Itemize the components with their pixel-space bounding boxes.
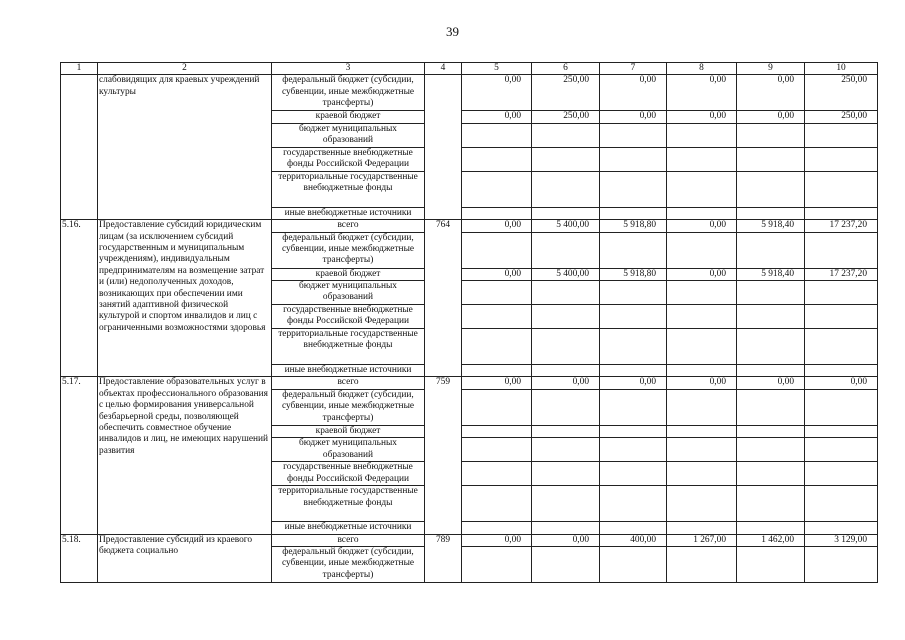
value-cell: 17 237,20 [805, 268, 878, 280]
value-cell: 5 918,40 [737, 220, 805, 232]
item-number: 5.18. [61, 534, 98, 582]
value-cell: 250,00 [805, 75, 878, 111]
value-cell [667, 547, 737, 583]
value-cell: 0,00 [737, 75, 805, 111]
item-description: Предоставление субсидий юридическим лицам (за исключением субсидий государственным и муниципальным учреждениям), индивидуальным предпринимателям на возмещение затрат и (или) недополученных доходов, возникающих при обеспечении ими занятий адаптивной физической культурой и спортом инвалидов и лиц с ограниченными возможностями здоровья [98, 220, 272, 377]
value-cell [737, 486, 805, 522]
value-cell: 250,00 [805, 111, 878, 123]
funding-source: всего [272, 220, 425, 232]
value-cell [532, 207, 600, 219]
value-cell [600, 462, 667, 486]
table-row [61, 75, 878, 111]
value-cell [667, 389, 737, 425]
funding-source: иные внебюджетные источники [272, 365, 425, 377]
funding-source: территориальные государственные внебюджетные фонды [272, 486, 425, 522]
value-cell [805, 171, 878, 207]
value-cell [667, 425, 737, 437]
value-cell [462, 281, 532, 305]
value-cell [667, 281, 737, 305]
column-header: 3 [272, 63, 425, 75]
value-cell: 0,00 [737, 111, 805, 123]
value-cell: 5 918,80 [600, 220, 667, 232]
value-cell [462, 171, 532, 207]
value-cell [532, 329, 600, 365]
value-cell [600, 486, 667, 522]
value-cell [667, 232, 737, 268]
funding-source: федеральный бюджет (субсидии, субвенции, иные межбюджетные трансферты) [272, 389, 425, 425]
value-cell [532, 547, 600, 583]
value-cell: 3 129,00 [805, 534, 878, 546]
value-cell [737, 389, 805, 425]
value-cell [462, 438, 532, 462]
value-cell: 0,00 [462, 220, 532, 232]
value-cell: 0,00 [667, 377, 737, 389]
value-cell [532, 123, 600, 147]
value-cell: 0,00 [532, 377, 600, 389]
value-cell: 0,00 [805, 377, 878, 389]
value-cell [805, 207, 878, 219]
value-cell [805, 147, 878, 171]
value-cell [805, 123, 878, 147]
item-number [61, 75, 98, 220]
funding-source: всего [272, 534, 425, 546]
value-cell [805, 486, 878, 522]
value-cell [600, 232, 667, 268]
value-cell [462, 305, 532, 329]
funding-source: краевой бюджет [272, 268, 425, 280]
value-cell [737, 147, 805, 171]
value-cell [532, 438, 600, 462]
column-header: 4 [425, 63, 462, 75]
funding-source: федеральный бюджет (субсидии, субвенции, иные межбюджетные трансферты) [272, 75, 425, 111]
value-cell [805, 522, 878, 534]
funding-source: всего [272, 377, 425, 389]
item-description: Предоставление образовательных услуг в объектах профессионального образования с целью формирования универсальной безбарьерной среды, позволяющей обеспечить совместное обучение инвалидов и лиц, не имеющих нарушений развития [98, 377, 272, 534]
value-cell: 0,00 [600, 75, 667, 111]
item-code [425, 75, 462, 220]
value-cell: 0,00 [737, 377, 805, 389]
funding-source: государственные внебюджетные фонды Российской Федерации [272, 462, 425, 486]
value-cell [737, 547, 805, 583]
column-header: 9 [737, 63, 805, 75]
value-cell: 5 918,40 [737, 268, 805, 280]
value-cell [667, 171, 737, 207]
value-cell: 0,00 [462, 75, 532, 111]
value-cell [532, 389, 600, 425]
value-cell [805, 438, 878, 462]
value-cell [462, 389, 532, 425]
column-header: 5 [462, 63, 532, 75]
value-cell: 0,00 [667, 75, 737, 111]
value-cell: 5 400,00 [532, 268, 600, 280]
value-cell [462, 232, 532, 268]
value-cell [737, 438, 805, 462]
column-header: 7 [600, 63, 667, 75]
value-cell [805, 389, 878, 425]
funding-source: бюджет муниципальных образований [272, 438, 425, 462]
value-cell [532, 486, 600, 522]
value-cell [667, 462, 737, 486]
value-cell [600, 123, 667, 147]
value-cell [600, 365, 667, 377]
value-cell: 0,00 [600, 377, 667, 389]
value-cell [805, 462, 878, 486]
funding-source: краевой бюджет [272, 425, 425, 437]
item-code: 764 [425, 220, 462, 377]
funding-source: федеральный бюджет (субсидии, субвенции, иные межбюджетные трансферты) [272, 232, 425, 268]
column-header: 2 [98, 63, 272, 75]
value-cell [532, 462, 600, 486]
value-cell: 0,00 [667, 220, 737, 232]
value-cell [737, 281, 805, 305]
funding-source: иные внебюджетные источники [272, 522, 425, 534]
table-row [61, 377, 878, 389]
value-cell [532, 232, 600, 268]
funding-source: краевой бюджет [272, 111, 425, 123]
value-cell [532, 365, 600, 377]
value-cell: 250,00 [532, 111, 600, 123]
budget-table [60, 62, 878, 583]
value-cell [462, 425, 532, 437]
header-row [61, 63, 878, 75]
value-cell: 0,00 [532, 534, 600, 546]
value-cell [600, 425, 667, 437]
value-cell [737, 207, 805, 219]
value-cell [737, 425, 805, 437]
funding-source: федеральный бюджет (субсидии, субвенции, иные межбюджетные трансферты) [272, 547, 425, 583]
value-cell [600, 329, 667, 365]
value-cell: 400,00 [600, 534, 667, 546]
value-cell [805, 232, 878, 268]
value-cell [667, 329, 737, 365]
column-header: 1 [61, 63, 98, 75]
value-cell [600, 171, 667, 207]
value-cell [532, 171, 600, 207]
value-cell [805, 365, 878, 377]
column-header: 6 [532, 63, 600, 75]
value-cell [805, 547, 878, 583]
column-header: 8 [667, 63, 737, 75]
value-cell: 0,00 [667, 268, 737, 280]
value-cell [532, 281, 600, 305]
item-number: 5.16. [61, 220, 98, 377]
item-description: слабовидящих для краевых учреждений культуры [98, 75, 272, 220]
value-cell: 0,00 [600, 111, 667, 123]
funding-source: иные внебюджетные источники [272, 207, 425, 219]
funding-source: территориальные государственные внебюджетные фонды [272, 329, 425, 365]
value-cell: 0,00 [462, 268, 532, 280]
value-cell [600, 147, 667, 171]
value-cell [462, 462, 532, 486]
value-cell [600, 207, 667, 219]
value-cell [737, 522, 805, 534]
value-cell [462, 547, 532, 583]
value-cell [737, 305, 805, 329]
value-cell [737, 171, 805, 207]
value-cell [462, 123, 532, 147]
value-cell [805, 281, 878, 305]
item-description: Предоставление субсидий из краевого бюджета социально [98, 534, 272, 582]
funding-source: государственные внебюджетные фонды Российской Федерации [272, 305, 425, 329]
value-cell [805, 305, 878, 329]
value-cell [600, 281, 667, 305]
value-cell [667, 305, 737, 329]
funding-source: территориальные государственные внебюджетные фонды [272, 171, 425, 207]
value-cell: 1 462,00 [737, 534, 805, 546]
value-cell [600, 305, 667, 329]
value-cell [737, 123, 805, 147]
value-cell: 17 237,20 [805, 220, 878, 232]
value-cell [462, 522, 532, 534]
value-cell [462, 147, 532, 171]
value-cell: 0,00 [462, 111, 532, 123]
value-cell [737, 365, 805, 377]
item-code: 759 [425, 377, 462, 534]
value-cell [600, 522, 667, 534]
value-cell [532, 425, 600, 437]
value-cell [667, 147, 737, 171]
item-number: 5.17. [61, 377, 98, 534]
value-cell [667, 365, 737, 377]
value-cell [667, 207, 737, 219]
value-cell [805, 425, 878, 437]
value-cell [462, 365, 532, 377]
value-cell [667, 123, 737, 147]
value-cell: 0,00 [462, 377, 532, 389]
value-cell: 0,00 [462, 534, 532, 546]
value-cell [805, 329, 878, 365]
funding-source: бюджет муниципальных образований [272, 123, 425, 147]
value-cell [462, 207, 532, 219]
item-code: 789 [425, 534, 462, 582]
value-cell [532, 522, 600, 534]
table-row [61, 534, 878, 546]
value-cell [737, 232, 805, 268]
value-cell [600, 438, 667, 462]
value-cell: 250,00 [532, 75, 600, 111]
value-cell [667, 438, 737, 462]
value-cell: 1 267,00 [667, 534, 737, 546]
funding-source: государственные внебюджетные фонды Российской Федерации [272, 147, 425, 171]
value-cell: 5 918,80 [600, 268, 667, 280]
value-cell: 0,00 [667, 111, 737, 123]
value-cell [600, 389, 667, 425]
value-cell [532, 147, 600, 171]
value-cell [462, 486, 532, 522]
column-header: 10 [805, 63, 878, 75]
value-cell [737, 329, 805, 365]
value-cell [532, 305, 600, 329]
value-cell: 5 400,00 [532, 220, 600, 232]
value-cell [737, 462, 805, 486]
value-cell [462, 329, 532, 365]
value-cell [667, 522, 737, 534]
funding-source: бюджет муниципальных образований [272, 281, 425, 305]
table-row [61, 220, 878, 232]
page-number: 39 [446, 24, 459, 39]
value-cell [667, 486, 737, 522]
value-cell [600, 547, 667, 583]
